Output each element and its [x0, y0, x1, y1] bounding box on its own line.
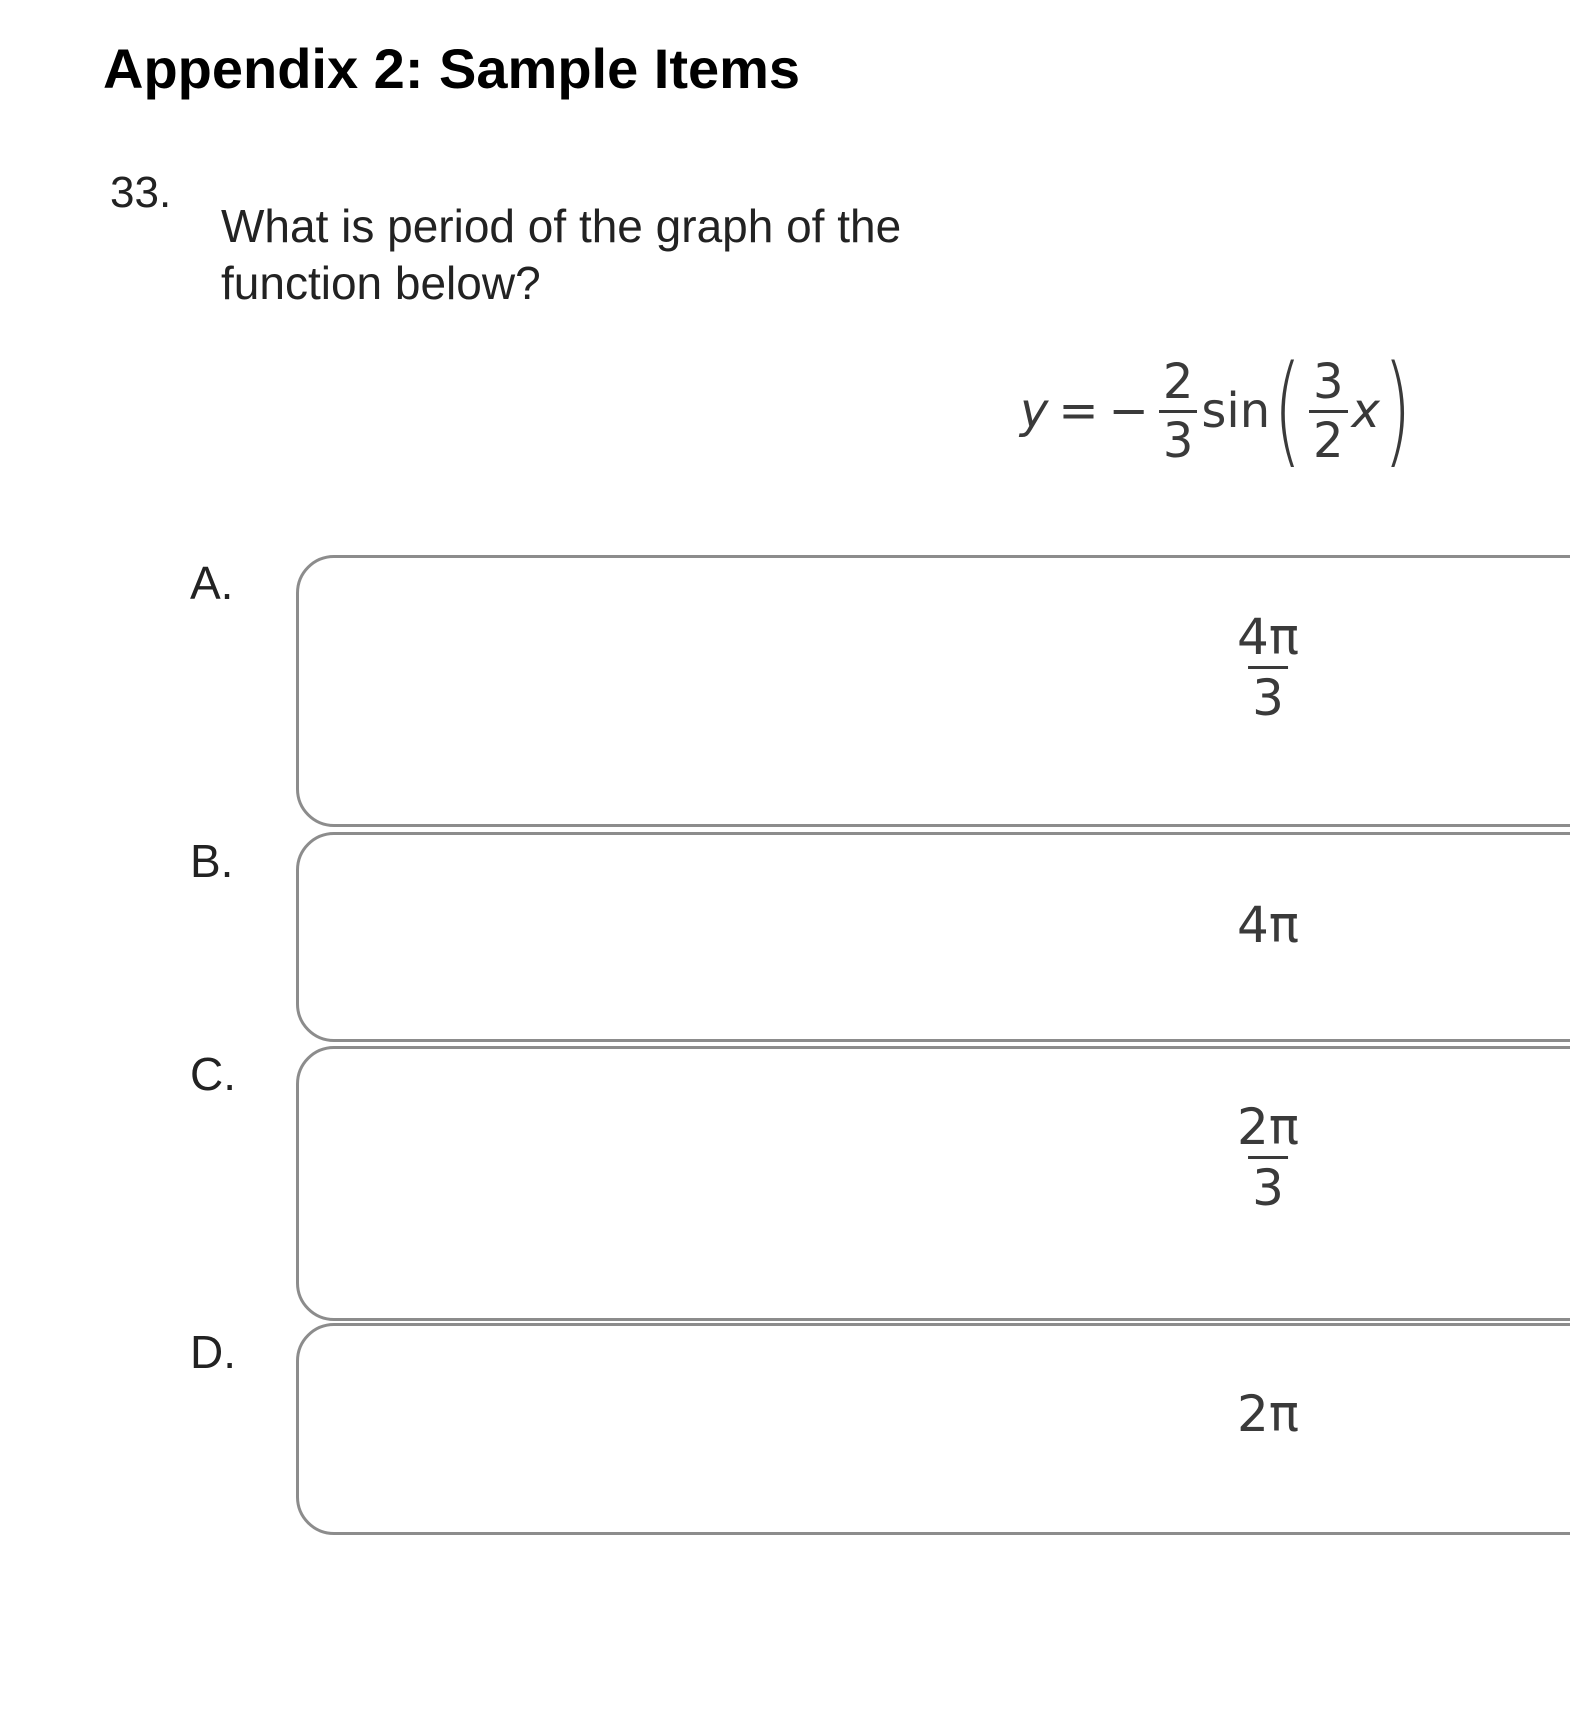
option-c-value: [1229, 1098, 1307, 1217]
option-b-box[interactable]: [296, 832, 1570, 1042]
option-d-value: 2π: [1237, 1385, 1299, 1443]
argument-fraction: [1309, 353, 1348, 469]
option-a-numerator: 4π: [1237, 608, 1299, 666]
option-c-denominator: 3: [1248, 1156, 1288, 1213]
option-a-box[interactable]: [296, 555, 1570, 827]
coefficient-numerator: 2: [1162, 353, 1194, 410]
function-equation: [1020, 341, 1415, 480]
option-a-value: [1229, 608, 1307, 727]
option-a-letter: A.: [190, 557, 234, 609]
argument-denominator: 2: [1309, 410, 1348, 465]
minus-sign: −: [1108, 383, 1149, 439]
question-number: 33.: [110, 168, 172, 217]
option-b-letter: B.: [190, 835, 234, 887]
coefficient-denominator: 3: [1159, 410, 1198, 465]
option-c-numerator: 2π: [1237, 1098, 1299, 1156]
left-parenthesis-icon: (: [1273, 341, 1302, 480]
sine-function: sin: [1201, 383, 1271, 439]
coefficient-fraction: [1159, 353, 1198, 469]
argument-numerator: 3: [1312, 353, 1344, 410]
equation-variable: x: [1351, 383, 1380, 439]
option-d-box[interactable]: [296, 1323, 1570, 1535]
equals-sign: =: [1058, 383, 1099, 439]
option-b-value: 4π: [1237, 896, 1299, 954]
equation-lhs: y: [1020, 383, 1049, 439]
option-d-letter: D.: [190, 1326, 236, 1378]
question-text: What is period of the graph of the function below?: [221, 200, 902, 309]
page-heading: Appendix 2: Sample Items: [103, 37, 801, 100]
option-c-letter: C.: [190, 1048, 236, 1100]
right-parenthesis-icon: ): [1383, 341, 1412, 480]
option-a-denominator: 3: [1248, 666, 1288, 723]
option-c-box[interactable]: [296, 1046, 1570, 1321]
